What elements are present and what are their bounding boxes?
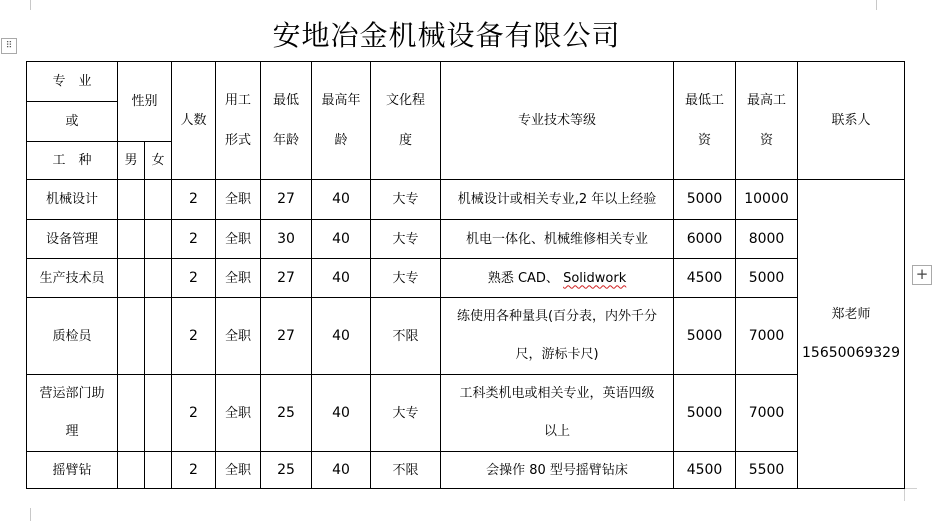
type-cell: 全职	[216, 452, 261, 489]
min-age-cell: 25	[261, 452, 312, 489]
male-cell	[118, 452, 145, 489]
max-age-cell: 40	[312, 220, 371, 259]
count-cell: 2	[172, 259, 216, 298]
header-min-salary-cell: 最低工 资	[674, 62, 736, 180]
min-salary-cell: 6000	[674, 220, 736, 259]
contact-cell	[798, 180, 905, 489]
male-cell	[118, 220, 145, 259]
job-cell: 质检员	[27, 298, 118, 375]
header-min-age-cell: 最低 年龄	[261, 62, 312, 180]
header-count-cell: 人数	[172, 62, 216, 180]
header-profession-cell: 工 种	[27, 142, 118, 180]
male-cell	[118, 180, 145, 220]
header-max-salary-cell: 最高工 资	[736, 62, 798, 180]
max-salary-cell: 8000	[736, 220, 798, 259]
page-corner-mark	[20, 508, 31, 521]
education-cell: 不限	[371, 298, 441, 375]
skill-cell	[441, 298, 674, 375]
header-profession-cell: 或	[27, 102, 118, 142]
count-cell: 2	[172, 452, 216, 489]
contact-phone: 15650069329	[802, 345, 900, 361]
count-cell: 2	[172, 220, 216, 259]
type-cell: 全职	[216, 375, 261, 452]
skill-line: 尺，游标卡尺)	[515, 347, 599, 362]
page-title: 安地冶金机械设备有限公司	[272, 19, 621, 52]
table-row	[27, 375, 905, 452]
type-cell: 全职	[216, 220, 261, 259]
max-age-cell: 40	[312, 452, 371, 489]
recruitment-table	[26, 61, 905, 489]
count-cell: 2	[172, 375, 216, 452]
female-cell	[145, 452, 172, 489]
male-cell	[118, 375, 145, 452]
job-cell: 生产技术员	[27, 259, 118, 298]
header-contact-cell: 联系人	[798, 62, 905, 180]
header-profession-cell: 专 业	[27, 62, 118, 102]
header-gender-cell: 性别	[118, 62, 172, 142]
job-cell: 机械设计	[27, 180, 118, 220]
job-cell: 摇臂钻	[27, 452, 118, 489]
skill-text: 熟悉 CAD、	[487, 270, 559, 286]
max-salary-cell: 10000	[736, 180, 798, 220]
max-salary-cell: 5000	[736, 259, 798, 298]
job-line: 营运部门助	[39, 386, 105, 401]
header-max-age-cell: 最高年 龄	[312, 62, 371, 180]
skill-cell: 会操作 80 型号摇臂钻床	[441, 452, 674, 489]
table-move-handle-icon[interactable]: ⠿	[1, 38, 17, 54]
male-cell	[118, 298, 145, 375]
min-salary-cell: 4500	[674, 259, 736, 298]
education-cell: 大专	[371, 220, 441, 259]
male-cell	[118, 259, 145, 298]
skill-line: 以上	[544, 424, 571, 439]
education-cell: 大专	[371, 375, 441, 452]
max-salary-cell: 7000	[736, 298, 798, 375]
job-line: 理	[65, 424, 79, 439]
skill-line: 工科类机电或相关专业，英语四级	[459, 386, 655, 401]
min-age-cell: 27	[261, 298, 312, 375]
education-cell: 不限	[371, 452, 441, 489]
female-cell	[145, 375, 172, 452]
max-age-cell: 40	[312, 259, 371, 298]
job-cell	[27, 375, 118, 452]
min-salary-cell: 5000	[674, 180, 736, 220]
page-corner-mark	[20, 0, 31, 10]
skill-cell: 机械设计或相关专业,2 年以上经验	[441, 180, 674, 220]
max-age-cell: 40	[312, 375, 371, 452]
type-cell: 全职	[216, 180, 261, 220]
type-cell: 全职	[216, 259, 261, 298]
skill-line: 练使用各种量具(百分表，内外千分	[456, 309, 658, 324]
min-salary-cell: 5000	[674, 375, 736, 452]
header-education-cell: 文化程 度	[371, 62, 441, 180]
education-cell: 大专	[371, 180, 441, 220]
count-cell: 2	[172, 180, 216, 220]
spellcheck-word: Solidwork	[563, 270, 627, 286]
min-salary-cell: 4500	[674, 452, 736, 489]
min-age-cell: 30	[261, 220, 312, 259]
header-female-cell: 女	[145, 142, 172, 180]
max-age-cell: 40	[312, 298, 371, 375]
table-row	[27, 180, 905, 220]
table-row	[27, 220, 905, 259]
female-cell	[145, 180, 172, 220]
count-cell: 2	[172, 298, 216, 375]
header-employment-cell: 用工 形式	[216, 62, 261, 180]
min-age-cell: 27	[261, 180, 312, 220]
female-cell	[145, 220, 172, 259]
job-cell: 设备管理	[27, 220, 118, 259]
max-age-cell: 40	[312, 180, 371, 220]
table-row	[27, 452, 905, 489]
skill-cell: 机电一体化、机械维修相关专业	[441, 220, 674, 259]
max-salary-cell: 5500	[736, 452, 798, 489]
table-row	[27, 298, 905, 375]
header-male-cell: 男	[118, 142, 145, 180]
min-age-cell: 27	[261, 259, 312, 298]
skill-cell	[441, 375, 674, 452]
education-cell: 大专	[371, 259, 441, 298]
max-salary-cell: 7000	[736, 375, 798, 452]
min-salary-cell: 5000	[674, 298, 736, 375]
page-corner-mark	[904, 488, 917, 501]
page-corner-mark	[876, 0, 878, 10]
table-row	[27, 259, 905, 298]
female-cell	[145, 259, 172, 298]
skill-cell	[441, 259, 674, 298]
contact-name: 郑老师	[831, 307, 871, 322]
add-column-button[interactable]: +	[912, 265, 932, 285]
min-age-cell: 25	[261, 375, 312, 452]
female-cell	[145, 298, 172, 375]
type-cell: 全职	[216, 298, 261, 375]
header-skill-cell: 专业技术等级	[441, 62, 674, 180]
